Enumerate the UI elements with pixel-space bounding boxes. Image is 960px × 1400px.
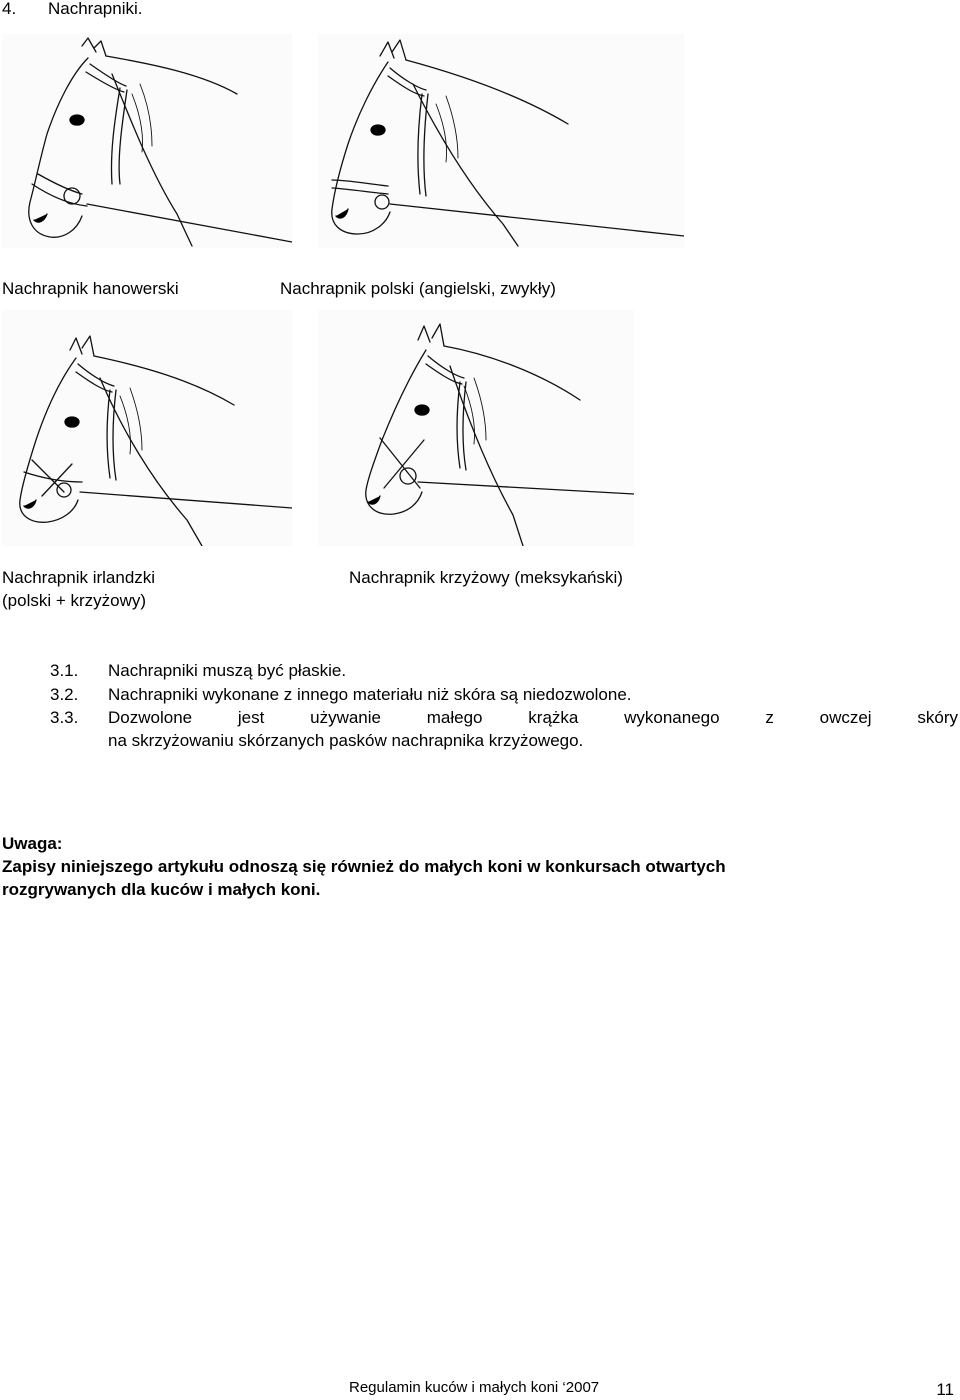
footer-text: Regulamin kuców i małych koni ‘2007 (349, 1379, 600, 1396)
section-heading (2, 0, 143, 19)
rule-text-line2: na skrzyżowaniu skórzanych pasków nachrapnika krzyżowego. (108, 731, 584, 750)
note-block (2, 832, 726, 901)
rule-text: Nachrapniki muszą być płaskie. (108, 661, 347, 680)
caption-polish: Nachrapnik polski (angielski, zwykły) (280, 279, 556, 298)
note-label: Uwaga: (2, 834, 63, 853)
rule-text-line1: Dozwolone jest używanie małego krążka wykonanego z owczej skóry (108, 708, 958, 727)
figure-irish-noseband (2, 310, 292, 546)
rule-3-3 (50, 706, 958, 752)
section-title: Nachrapniki. (48, 0, 143, 18)
page-number: 11 (936, 1380, 954, 1399)
caption-irish: Nachrapnik irlandzki (polski + krzyżowy) (2, 568, 156, 610)
rule-number: 3.3. (50, 708, 79, 727)
section-number: 4. (2, 0, 17, 18)
rule-text: Nachrapniki wykonane z innego materiału niż skóra są niedozwolone. (108, 685, 632, 704)
figure-polish-noseband (318, 34, 684, 248)
note-line1: Zapisy niniejszego artykułu odnoszą się również do małych koni w konkursach otwartych (2, 857, 726, 876)
rule-number: 3.2. (50, 685, 79, 704)
rule-number: 3.1. (50, 661, 79, 680)
figure-hanoverian-noseband (2, 34, 292, 248)
caption-mexican: Nachrapnik krzyżowy (meksykański) (349, 568, 623, 587)
note-line2: rozgrywanych dla kuców i małych koni. (2, 880, 321, 899)
figure-mexican-noseband (318, 310, 634, 546)
caption-hanoverian: Nachrapnik hanowerski (2, 279, 179, 298)
